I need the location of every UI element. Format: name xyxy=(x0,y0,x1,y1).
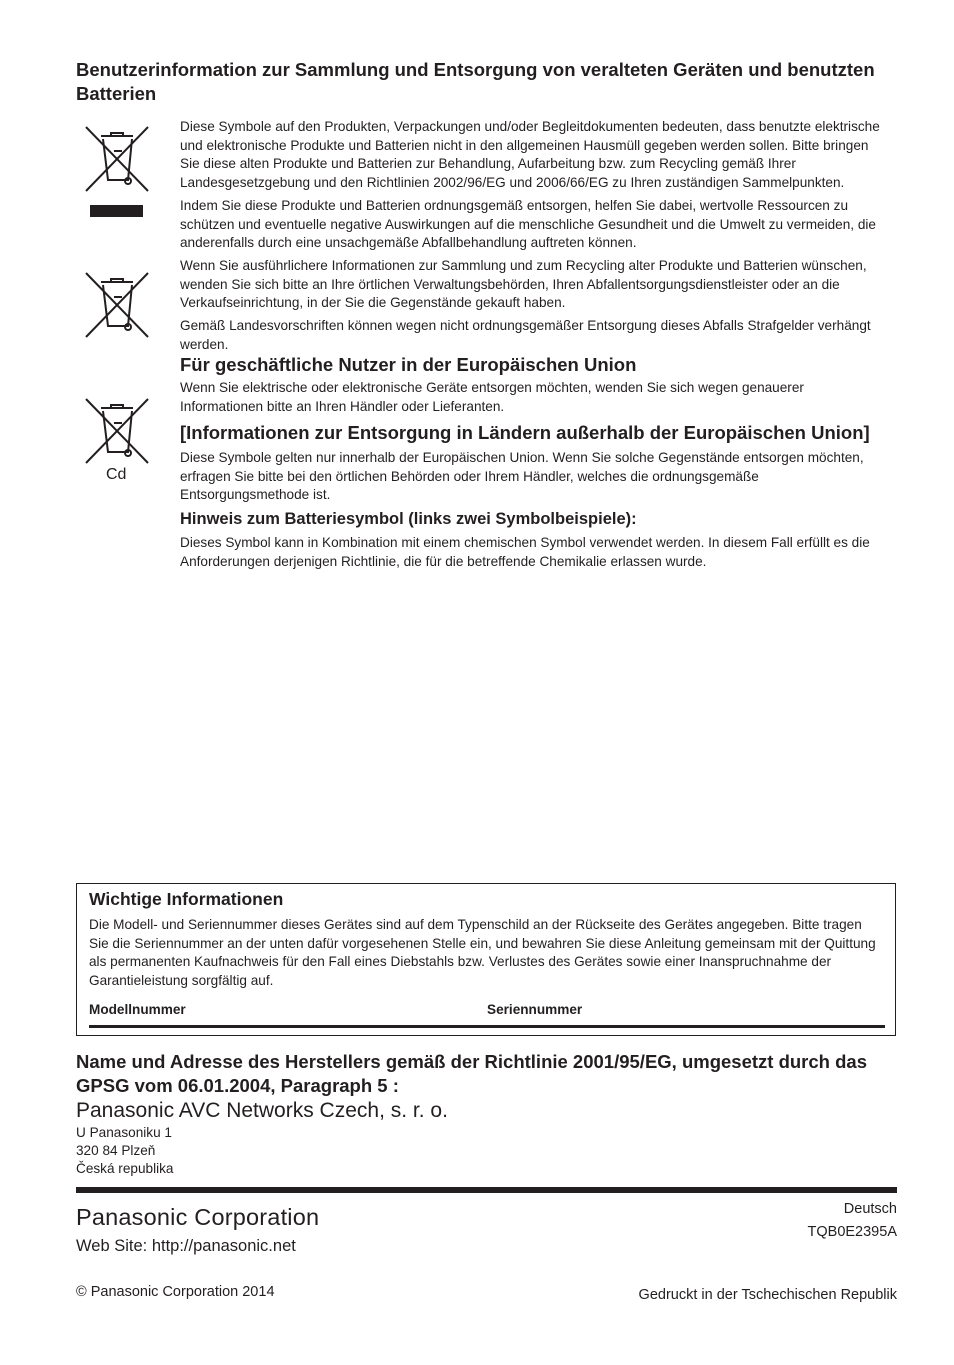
manufacturer-info xyxy=(76,1050,906,1178)
website-link[interactable]: Web Site: http://panasonic.net xyxy=(76,1237,296,1255)
paragraph: Indem Sie diese Produkte und Batterien ordnungsgemäß entsorgen, helfen Sie dabei, wertvolle Ressourcen zu schützen und eventuelle negative Auswirkungen auf die menschliche Gesundheit und die Umwelt zu vermeiden, die anderenfalls durch eine unsachgemäße Abfallbehandlung auftreten können. xyxy=(180,197,876,251)
paragraph: Dieses Symbol kann in Kombination mit einem chemischen Symbol verwendet werden. In diesem Fall erfüllt es die Anforderungen derjenigen Richtlinie, die für die betreffende Chemikalie erlassen wurde. xyxy=(180,534,870,569)
info-box-text: Die Modell- und Seriennummer dieses Gerätes sind auf dem Typenschild an der Rückseite des Gerätes angegeben. Bitte tragen Sie die Seriennummer an der unten dafür vorgesehenen Stelle ein, und bewahren Sie diese Anleitung gemeinsam mit der Quittung als permanenten Kaufnachweis für den Fall eines Diebstahls bzw. Verlustes des Gerätes sowie einer Inanspruchnahme der Garantieleistung sorgfältig auf. xyxy=(89,917,876,989)
manufacturer-heading: Name und Adresse des Herstellers gemäß der Richtlinie 2001/95/EG, umgesetzt durch das GPSG vom 06.01.2004, Paragraph 5 : xyxy=(76,1051,867,1096)
important-info-box xyxy=(76,883,896,1036)
corporation-logo-text: Panasonic Corporation xyxy=(76,1204,320,1230)
chemical-label: Cd xyxy=(106,466,127,483)
crossed-out-bin-icon xyxy=(84,270,150,340)
address-city: 320 84 Plzeň xyxy=(76,1143,156,1158)
footer-divider xyxy=(76,1187,897,1193)
language-label: Deutsch xyxy=(843,1201,897,1217)
serial-number-label: Seriennummer xyxy=(487,1002,583,1017)
printed-in-text: Gedruckt in der Tschechischen Republik xyxy=(638,1287,897,1303)
paragraph: Diese Symbole gelten nur innerhalb der Europäischen Union. Wenn Sie solche Gegenstände entsorgen möchten, erfragen Sie bitte bei den örtlichen Behörden oder Ihrem Händler, welches die ordnungsgemäße Entsorgungsmethode ist. xyxy=(180,449,864,503)
document-code: TQB0E2395A xyxy=(807,1224,897,1240)
crossed-out-bin-icon xyxy=(84,124,150,220)
copyright-text: © Panasonic Corporation 2014 xyxy=(76,1284,275,1300)
battery-cd-symbol xyxy=(84,396,150,488)
model-number-label: Modellnummer xyxy=(89,1002,186,1017)
disposal-info xyxy=(180,118,890,575)
business-users-heading: Für geschäftliche Nutzer in der Europäischen Union xyxy=(180,354,637,376)
paragraph: Diese Symbole auf den Produkten, Verpackungen und/oder Begleitdokumenten bedeuten, dass benutzte elektrische und elektronische Produkte und Batterien nicht in den allgemeinen Hausmüll gegeben werden sollen. Bitte bringen Sie diese alten Produkte und Batterien zur Behandlung, Aufarbeitung bzw. zum Recycling gemäß Ihrer Landesgesetzgebung und den Richtlinien 2002/96/EG und 2006/66/EG zu Ihren zuständigen Sammelpunkten. xyxy=(180,119,880,191)
paragraph: Wenn Sie ausführlichere Informationen zur Sammlung und zum Recycling alter Produkte und Batterien wünschen, wenden Sie sich bitte an Ihre örtlichen Verwaltungsbehörden, Ihren Abfallentsorgungsdienstleister oder an die Verkaufseinrichtung, in der Sie die Gegenstände gekauft haben. xyxy=(180,257,867,311)
battery-symbol-heading: Hinweis zum Batteriesymbol (links zwei Symbolbeispiele): xyxy=(180,509,637,528)
entry-line xyxy=(89,1025,885,1028)
paragraph: Gemäß Landesvorschriften können wegen nicht ordnungsgemäßer Entsorgung dieses Abfalls Strafgelder verhängt werden. xyxy=(180,318,871,352)
manufacturer-company: Panasonic AVC Networks Czech, s. r. o. xyxy=(76,1099,448,1122)
address-street: U Panasoniku 1 xyxy=(76,1125,172,1140)
outside-eu-heading: [Informationen zur Entsorgung in Ländern außerhalb der Europäischen Union] xyxy=(180,421,870,443)
address-country: Česká republika xyxy=(76,1161,174,1176)
info-box-title: Wichtige Informationen xyxy=(89,889,284,909)
page-title: Benutzerinformation zur Sammlung und Entsorgung von veralteten Geräten und benutzten Batterien xyxy=(76,59,875,104)
paragraph: Wenn Sie elektrische oder elektronische Geräte entsorgen möchten, wenden Sie sich wegen genauerer Informationen bitte an Ihren Händler oder Lieferanten. xyxy=(180,380,804,415)
